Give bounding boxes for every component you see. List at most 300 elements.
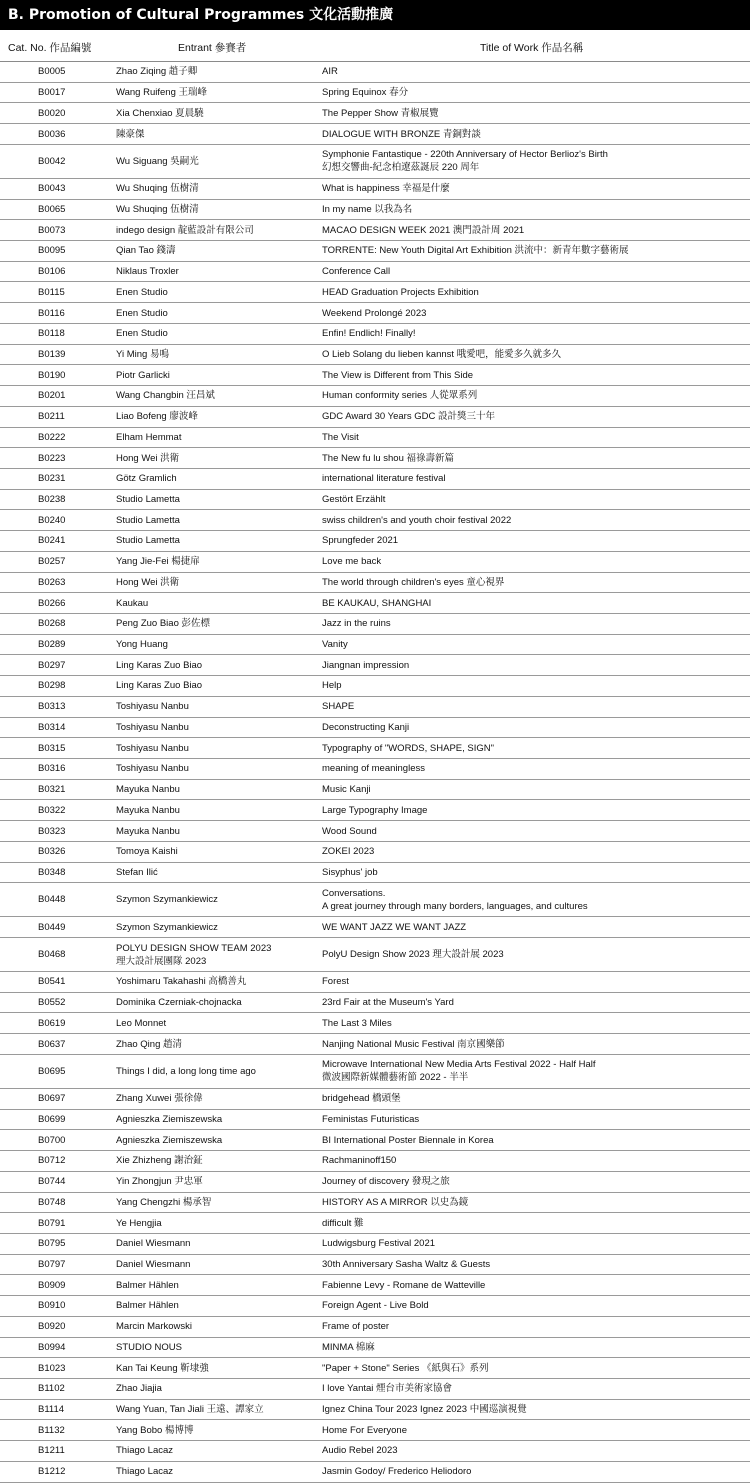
cell-cat-no-line: B0748 <box>38 1196 66 1208</box>
cell-entrant-line: Balmer Hählen <box>116 1279 179 1291</box>
cell-entrant-line: Ling Karas Zuo Biao <box>116 659 203 671</box>
cell-entrant-line: Zhang Xuwei 張徐偉 <box>116 1093 203 1105</box>
cell-title <box>322 718 747 738</box>
cell-entrant <box>116 655 312 675</box>
cell-cat-no <box>38 573 108 593</box>
cell-title <box>322 697 747 717</box>
table-row <box>0 103 750 124</box>
cell-title <box>322 593 747 613</box>
cell-entrant <box>116 635 312 655</box>
cell-cat-no <box>38 655 108 675</box>
cell-entrant <box>116 324 312 344</box>
table-row <box>0 1441 750 1462</box>
cell-entrant-line: Piotr Garlicki <box>116 369 170 381</box>
cell-title-line: Typography of "WORDS, SHAPE, SIGN" <box>322 742 494 754</box>
cell-title <box>322 1317 747 1337</box>
cell-entrant-line: Yin Zhongjun 尹忠軍 <box>116 1176 203 1188</box>
cell-cat-no <box>38 593 108 613</box>
table-row <box>0 1151 750 1172</box>
cell-cat-no <box>38 510 108 530</box>
cell-cat-no-line: B1212 <box>38 1466 66 1478</box>
cell-title <box>322 938 747 971</box>
cell-title <box>322 407 747 427</box>
table-row <box>0 490 750 511</box>
cell-entrant-line: Mayuka Nanbu <box>116 804 180 816</box>
cell-cat-no-line: B0909 <box>38 1279 66 1291</box>
cell-entrant <box>116 1213 312 1233</box>
cell-entrant-line: Yi Ming 易鳴 <box>116 348 169 360</box>
cell-title-line: difficult 難 <box>322 1217 364 1229</box>
cell-title <box>322 1358 747 1378</box>
table-row <box>0 614 750 635</box>
table-row <box>0 62 750 83</box>
cell-cat-no-line: B0619 <box>38 1017 66 1029</box>
cell-cat-no-line: B0700 <box>38 1134 66 1146</box>
table-row <box>0 676 750 697</box>
cell-cat-no-line: B0240 <box>38 514 66 526</box>
cell-title-line: The Last 3 Miles <box>322 1017 392 1029</box>
cell-entrant <box>116 1379 312 1399</box>
column-header-entrant: Entrant 參賽者 <box>178 42 247 54</box>
cell-cat-no <box>38 1400 108 1420</box>
section-title: B. Promotion of Cultural Programmes 文化活動推廣 <box>0 0 750 30</box>
cell-entrant <box>116 490 312 510</box>
table-row <box>0 407 750 428</box>
cell-title-line: Sisyphus' job <box>322 866 378 878</box>
cell-title <box>322 345 747 365</box>
cell-title <box>322 972 747 992</box>
table-row <box>0 345 750 366</box>
cell-entrant <box>116 800 312 820</box>
cell-cat-no-line: B0005 <box>38 66 66 78</box>
cell-cat-no-line: B0313 <box>38 701 66 713</box>
cell-entrant-line: Elham Hemmat <box>116 431 182 443</box>
cell-entrant <box>116 262 312 282</box>
cell-title-line: Microwave International New Media Arts Festival 2022 - Half Half <box>322 1059 596 1071</box>
cell-title <box>322 303 747 323</box>
cell-title <box>322 200 747 220</box>
cell-entrant <box>116 842 312 862</box>
table-row <box>0 428 750 449</box>
cell-entrant-line: Zhao Qing 趙清 <box>116 1038 182 1050</box>
cell-cat-no <box>38 1255 108 1275</box>
cell-entrant <box>116 552 312 572</box>
table-header <box>0 30 750 62</box>
cell-title-line: Foreign Agent - Live Bold <box>322 1300 429 1312</box>
cell-title <box>322 842 747 862</box>
cell-title-line: GDC Award 30 Years GDC 設計獎三十年 <box>322 411 495 423</box>
table-row <box>0 1130 750 1151</box>
cell-title-line: The world through children's eyes 童心視界 <box>322 576 505 588</box>
cell-entrant <box>116 1130 312 1150</box>
cell-entrant-line: Szymon Szymankiewicz <box>116 921 218 933</box>
cell-cat-no <box>38 303 108 323</box>
cell-cat-no-line: B0448 <box>38 894 66 906</box>
table-row <box>0 938 750 972</box>
cell-title-line: Enfin! Endlich! Finally! <box>322 328 416 340</box>
cell-entrant <box>116 917 312 937</box>
cell-title <box>322 1462 747 1482</box>
cell-title <box>322 448 747 468</box>
cell-entrant <box>116 1358 312 1378</box>
cell-title <box>322 241 747 261</box>
cell-cat-no-line: B0910 <box>38 1300 66 1312</box>
cell-entrant <box>116 614 312 634</box>
cell-title <box>322 738 747 758</box>
cell-title-line: Audio Rebel 2023 <box>322 1445 398 1457</box>
cell-cat-no <box>38 1275 108 1295</box>
cell-entrant-line: Ling Karas Zuo Biao <box>116 680 203 692</box>
cell-entrant-line: Agnieszka Ziemiszewska <box>116 1113 223 1125</box>
cell-title-line: Help <box>322 680 342 692</box>
cell-cat-no <box>38 1034 108 1054</box>
cell-title-line: Human conformity series 人從眾系列 <box>322 390 478 402</box>
cell-title-line: WE WANT JAZZ WE WANT JAZZ <box>322 921 467 933</box>
cell-cat-no <box>38 386 108 406</box>
table-row <box>0 1338 750 1359</box>
table-row <box>0 262 750 283</box>
cell-title <box>322 1400 747 1420</box>
cell-cat-no-line: B0043 <box>38 183 66 195</box>
cell-title <box>322 62 747 82</box>
cell-cat-no-line: B0316 <box>38 763 66 775</box>
cell-cat-no-line: B0268 <box>38 618 66 630</box>
table-row <box>0 593 750 614</box>
cell-entrant <box>116 883 312 916</box>
cell-cat-no-line: B0201 <box>38 390 66 402</box>
cell-cat-no <box>38 552 108 572</box>
table-row <box>0 179 750 200</box>
cell-entrant <box>116 593 312 613</box>
cell-entrant-line: Götz Gramlich <box>116 473 177 485</box>
table-row <box>0 1013 750 1034</box>
table-row <box>0 1255 750 1276</box>
cell-title-line: BE KAUKAU, SHANGHAI <box>322 597 432 609</box>
cell-cat-no-line: B0190 <box>38 369 66 381</box>
cell-entrant <box>116 469 312 489</box>
cell-title <box>322 1130 747 1150</box>
cell-title <box>322 676 747 696</box>
cell-cat-no <box>38 1193 108 1213</box>
cell-cat-no-line: B0326 <box>38 846 66 858</box>
cell-title <box>322 1255 747 1275</box>
cell-cat-no <box>38 1151 108 1171</box>
cell-cat-no-line: B0699 <box>38 1113 66 1125</box>
table-row <box>0 972 750 993</box>
cell-cat-no <box>38 469 108 489</box>
cell-entrant-line: Toshiyasu Nanbu <box>116 721 189 733</box>
table-row <box>0 1296 750 1317</box>
cell-cat-no <box>38 1338 108 1358</box>
cell-title <box>322 552 747 572</box>
cell-title <box>322 1055 747 1088</box>
table-row <box>0 241 750 262</box>
cell-entrant <box>116 938 312 971</box>
cell-cat-no <box>38 324 108 344</box>
cell-entrant-line: Liao Bofeng 廖波峰 <box>116 411 198 423</box>
cell-title-line: Spring Equinox 春分 <box>322 87 409 99</box>
cell-entrant <box>116 759 312 779</box>
cell-title <box>322 282 747 302</box>
cell-cat-no-line: B0106 <box>38 266 66 278</box>
table-row <box>0 448 750 469</box>
cell-title-line: BI International Poster Biennale in Korea <box>322 1134 494 1146</box>
cell-cat-no-line: B0315 <box>38 742 66 754</box>
cell-title-line: SHAPE <box>322 701 355 713</box>
cell-entrant-line: Toshiyasu Nanbu <box>116 742 189 754</box>
cell-entrant <box>116 863 312 883</box>
cell-title-line: HEAD Graduation Projects Exhibition <box>322 286 479 298</box>
cell-title <box>322 1193 747 1213</box>
cell-cat-no <box>38 1110 108 1130</box>
table-row <box>0 780 750 801</box>
cell-entrant-line: indego design 靛藍設計有限公司 <box>116 224 254 236</box>
cell-entrant-line: Zhao Ziqing 趙子卿 <box>116 66 198 78</box>
cell-title <box>322 759 747 779</box>
cell-title-line: Jazz in the ruins <box>322 618 391 630</box>
cell-entrant <box>116 1420 312 1440</box>
cell-entrant <box>116 1034 312 1054</box>
cell-cat-no <box>38 1013 108 1033</box>
cell-entrant-line: Kaukau <box>116 597 149 609</box>
cell-title <box>322 1296 747 1316</box>
cell-title-line: Forest <box>322 976 349 988</box>
table-row <box>0 917 750 938</box>
cell-cat-no-line: B0020 <box>38 107 66 119</box>
cell-title <box>322 1034 747 1054</box>
table-row <box>0 531 750 552</box>
cell-title <box>322 1151 747 1171</box>
cell-cat-no <box>38 1296 108 1316</box>
cell-entrant <box>116 972 312 992</box>
cell-title-line: Conference Call <box>322 266 391 278</box>
cell-title-line: Deconstructing Kanji <box>322 721 410 733</box>
cell-entrant <box>116 1172 312 1192</box>
cell-entrant <box>116 83 312 103</box>
cell-entrant-line: Marcin Markowski <box>116 1321 193 1333</box>
cell-title <box>322 386 747 406</box>
cell-title-line: Love me back <box>322 556 382 568</box>
cell-cat-no <box>38 1089 108 1109</box>
cell-entrant-line: Thiago Lacaz <box>116 1445 174 1457</box>
table-row <box>0 883 750 917</box>
cell-entrant-line: Things I did, a long long time ago <box>116 1065 256 1077</box>
cell-title <box>322 635 747 655</box>
cell-entrant-line: Xie Zhizheng 謝治鉦 <box>116 1155 203 1167</box>
cell-entrant-line: Studio Lametta <box>116 535 180 547</box>
table-row <box>0 821 750 842</box>
cell-cat-no-line: B0065 <box>38 203 66 215</box>
cell-title-line: Ignez China Tour 2023 Ignez 2023 中國巡演視覺 <box>322 1404 527 1416</box>
cell-title-line: "Paper + Stone" Series 《紙與石》系列 <box>322 1362 489 1374</box>
cell-entrant <box>116 220 312 240</box>
cell-cat-no-line: B1023 <box>38 1362 66 1374</box>
cell-entrant-line: Mayuka Nanbu <box>116 784 180 796</box>
cell-entrant <box>116 1441 312 1461</box>
cell-cat-no <box>38 531 108 551</box>
cell-cat-no-line: B0298 <box>38 680 66 692</box>
table-row <box>0 1172 750 1193</box>
cell-entrant <box>116 62 312 82</box>
cell-title <box>322 883 747 916</box>
cell-cat-no-line: B0289 <box>38 639 66 651</box>
table-row <box>0 1358 750 1379</box>
cell-entrant <box>116 1234 312 1254</box>
cell-title <box>322 179 747 199</box>
cell-entrant-line: 陳豪傑 <box>116 128 145 140</box>
cell-cat-no <box>38 1055 108 1088</box>
table-row <box>0 1400 750 1421</box>
cell-entrant-line: Wu Siguang 吳嗣光 <box>116 155 199 167</box>
cell-entrant-line: Enen Studio <box>116 286 168 298</box>
cell-entrant <box>116 1089 312 1109</box>
cell-entrant-line: Xia Chenxiao 夏晨驍 <box>116 107 204 119</box>
cell-entrant-line: Thiago Lacaz <box>116 1466 174 1478</box>
cell-entrant-line: Yang Bobo 楊博博 <box>116 1424 194 1436</box>
cell-title <box>322 1441 747 1461</box>
cell-title-line: The New fu lu shou 福祿壽新篇 <box>322 452 454 464</box>
cell-cat-no <box>38 1172 108 1192</box>
cell-cat-no-line: B0697 <box>38 1093 66 1105</box>
cell-title-line: Feministas Futuristicas <box>322 1113 420 1125</box>
cell-cat-no <box>38 780 108 800</box>
table-row <box>0 655 750 676</box>
cell-cat-no-line: B0139 <box>38 348 66 360</box>
cell-cat-no <box>38 614 108 634</box>
table-row <box>0 1379 750 1400</box>
cell-entrant-line: Wu Shuqing 伍樹清 <box>116 183 199 195</box>
cell-cat-no <box>38 1317 108 1337</box>
cell-cat-no-line: B0042 <box>38 155 66 167</box>
cell-cat-no-line: B0116 <box>38 307 65 319</box>
cell-entrant-line: Yang Jie-Fei 楊捷扉 <box>116 556 200 568</box>
cell-cat-no-line: B0222 <box>38 431 66 443</box>
cell-cat-no <box>38 103 108 123</box>
cell-title-line: Jasmin Godoy/ Frederico Heliodoro <box>322 1466 472 1478</box>
cell-title-line: ZOKEI 2023 <box>322 846 375 858</box>
cell-entrant-line: Kan Tai Keung 靳埭強 <box>116 1362 209 1374</box>
cell-cat-no <box>38 842 108 862</box>
cell-cat-no-line: B0266 <box>38 597 66 609</box>
cell-entrant <box>116 282 312 302</box>
cell-entrant-line: Wu Shuqing 伍樹清 <box>116 203 199 215</box>
table-row <box>0 863 750 884</box>
cell-cat-no <box>38 676 108 696</box>
cell-title <box>322 1275 747 1295</box>
cell-title-line: Vanity <box>322 639 348 651</box>
table-row <box>0 124 750 145</box>
cell-title <box>322 800 747 820</box>
cell-title <box>322 124 747 144</box>
cell-entrant-line: Studio Lametta <box>116 514 180 526</box>
cell-title-line: MACAO DESIGN WEEK 2021 澳門設計周 2021 <box>322 224 525 236</box>
cell-cat-no-line: B0637 <box>38 1038 66 1050</box>
cell-entrant <box>116 179 312 199</box>
cell-title-line: meaning of meaningless <box>322 763 425 775</box>
cell-entrant <box>116 1110 312 1130</box>
cell-title-line: What is happiness 幸福是什麼 <box>322 183 450 195</box>
table-row <box>0 1462 750 1483</box>
cell-title <box>322 510 747 530</box>
cell-entrant <box>116 1275 312 1295</box>
cell-cat-no-line: B1132 <box>38 1424 65 1436</box>
cell-entrant-line: Tomoya Kaishi <box>116 846 178 858</box>
cell-entrant <box>116 1462 312 1482</box>
cell-cat-no-line: B0744 <box>38 1176 66 1188</box>
cell-title <box>322 103 747 123</box>
table-row <box>0 386 750 407</box>
cell-entrant-line: Toshiyasu Nanbu <box>116 763 189 775</box>
table-row <box>0 1213 750 1234</box>
cell-cat-no-line: B0695 <box>38 1065 66 1077</box>
cell-title <box>322 1379 747 1399</box>
cell-entrant <box>116 200 312 220</box>
cell-cat-no <box>38 938 108 971</box>
cell-title-line: O Lieb Solang du lieben kannst 哦愛吧，能愛多久就多久 <box>322 348 562 360</box>
cell-title-line: Home For Everyone <box>322 1424 408 1436</box>
cell-cat-no-line: B0017 <box>38 87 66 99</box>
cell-cat-no <box>38 241 108 261</box>
cell-cat-no <box>38 448 108 468</box>
cell-entrant <box>116 365 312 385</box>
table-row <box>0 1089 750 1110</box>
table-row <box>0 1234 750 1255</box>
cell-title-line: international literature festival <box>322 473 446 485</box>
table-row <box>0 145 750 179</box>
cell-entrant-line: Szymon Szymankiewicz <box>116 894 218 906</box>
cell-cat-no-line: B0257 <box>38 556 66 568</box>
cell-entrant-line: 理大設計展團隊 2023 <box>116 955 207 967</box>
cell-title-line: bridgehead 橋頭堡 <box>322 1093 401 1105</box>
cell-title <box>322 220 747 240</box>
cell-title-line: Jiangnan impression <box>322 659 410 671</box>
cell-title-line: Journey of discovery 發現之旅 <box>322 1176 450 1188</box>
cell-title <box>322 490 747 510</box>
table-row <box>0 718 750 739</box>
table-row <box>0 759 750 780</box>
cell-title-line: Large Typography Image <box>322 804 428 816</box>
cell-entrant <box>116 345 312 365</box>
cell-entrant <box>116 1317 312 1337</box>
cell-cat-no <box>38 993 108 1013</box>
cell-title-line: A great journey through many borders, languages, and cultures <box>322 900 588 912</box>
table-row <box>0 469 750 490</box>
cell-title <box>322 145 747 178</box>
cell-cat-no <box>38 1420 108 1440</box>
cell-entrant <box>116 1400 312 1420</box>
table-row <box>0 1420 750 1441</box>
cell-title-line: DIALOGUE WITH BRONZE 青銅對談 <box>322 128 481 140</box>
cell-entrant-line: Peng Zuo Biao 彭佐標 <box>116 618 210 630</box>
cell-cat-no-line: B1102 <box>38 1383 65 1395</box>
cell-entrant-line: Wang Ruifeng 王瑞峰 <box>116 87 207 99</box>
cell-entrant <box>116 993 312 1013</box>
cell-entrant-line: Studio Lametta <box>116 494 180 506</box>
cell-cat-no <box>38 718 108 738</box>
cell-entrant <box>116 145 312 178</box>
cell-title-line: The View is Different from This Side <box>322 369 474 381</box>
cell-title-line: Nanjing National Music Festival 南京國樂節 <box>322 1038 505 1050</box>
cell-title-line: 30th Anniversary Sasha Waltz & Guests <box>322 1259 491 1271</box>
cell-entrant-line: Yoshimaru Takahashi 高橋善丸 <box>116 976 247 988</box>
entries-table <box>0 62 750 1483</box>
cell-cat-no-line: B0115 <box>38 286 65 298</box>
cell-entrant-line: Enen Studio <box>116 307 168 319</box>
cell-title <box>322 365 747 385</box>
cell-title <box>322 1338 747 1358</box>
cell-cat-no-line: B0241 <box>38 535 66 547</box>
cell-entrant <box>116 821 312 841</box>
